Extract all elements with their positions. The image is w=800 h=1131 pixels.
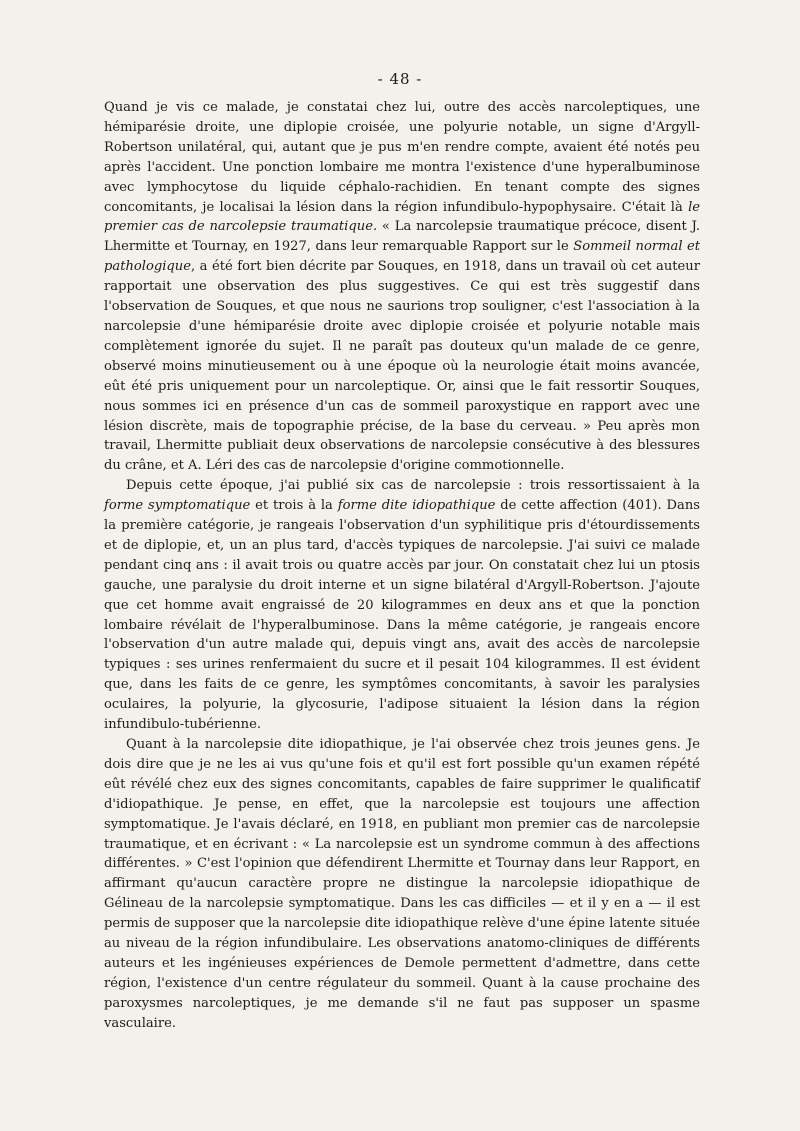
text-segment: de cette affection (401). Dans la première catégorie, je rangeais l'observation d'un syphilitique pris d'étourdissements et de diplopie, et, un an plus tard, d'accès typiques de narcolepsie. J'ai suivi ce malade pendant cinq ans : il avait trois ou quatre accès par jour. On constatait chez lui un ptosis gauche, une paralysie du droit interne et un signe bilatéral d'Argyll-Robertson. J'ajoute que cet homme avait engraissé de 20 kilogrammes en deux ans et que la ponction lombaire révélait de l'hyperalbuminose. Dans la même catégorie, je rangeais encore l'observation d'un autre malade qui, depuis vingt ans, avait des accès de narcolepsie typiques : ses urines renfermaient du sucre et il pesait 104 kilogrammes. Il est évident que, dans les faits de ce genre, les symptômes concomitants, à savoir les paralysies oculaires, la polyurie, la glycosurie, l'adipose situaient la lésion dans la région infundibulo-tubérienne. (104, 498, 700, 733)
text-segment: Quant à la narcolepsie dite idiopathique, je l'ai observée chez trois jeunes gens. Je dois dire que je ne les ai vus qu'une fois et qu'il est fort possible qu'un examen répété eût révélé chez eux des signes concomitants, capables de faire supprimer le qualificatif d'idiopathique. Je pense, en effet, que la narcolepsie est toujours une affection symptomatique. Je l'avais déclaré, en 1918, en publiant mon premier cas de narcolepsie traumatique, et en écrivant : « La narcolepsie est un syndrome commun à des affections différentes. » C'est l'opinion que défendirent Lhermitte et Tournay dans leur Rapport, en affirmant qu'aucun caractère propre ne distingue la narcolepsie idiopathique de Gélineau de la narcolepsie symptomatique. Dans les cas difficiles — et il y en a — il est permis de supposer que la narcolepsie dite idiopathique relève d'une épine latente située au niveau de la région infundibulaire. Les observations anatomo-cliniques de différents auteurs et les ingénieuses expériences de Demole permettent d'admettre, dans cette région, l'existence d'un centre régulateur du sommeil. Quant à la cause prochaine des paroxysmes narcoleptiques, je me demande s'il ne faut pas supposer un spasme vasculaire. (104, 737, 700, 1031)
text-segment: , a été fort bien décrite par Souques, en 1918, dans un travail où cet auteur rapportait une observation des plus suggestives. Ce qui est très suggestif dans l'observation de Souques, et que nous ne saurions trop souligner, c'est l'association à la narcolepsie d'une hémiparésie droite avec diplopie croisée et polyurie notable mais complètement ignorée du sujet. Il ne paraît pas douteux qu'un malade de ce genre, observé moins minutieusement ou à une époque où la neurologie était moins avancée, eût été pris uniquement pour un narcoleptique. Or, ainsi que le fait ressortir Souques, nous sommes ici en présence d'un cas de sommeil paroxystique en rapport avec une lésion discrète, mais de topographie précise, de la base du cerveau. » Peu après mon travail, Lhermitte publiait deux observations de narcolepsie consécutive à des blessures du crâne, et A. Léri des cas de narcolepsie d'origine commotionnelle. (104, 259, 700, 474)
italic-segment: Sommeil normal et pathologique (104, 239, 701, 275)
paragraph-2 (104, 476, 700, 735)
paragraph-1 (104, 98, 700, 476)
body-text (104, 98, 700, 1034)
text-segment: Quand je vis ce malade, je constatai chez lui, outre des accès narcoleptiques, une hémiparésie droite, une diplopie croisée, une polyurie notable, un signe d'Argyll-Robertson unilatéral, qui, autant que je pus m'en rendre compte, avaient été notés peu après l'accident. Une ponction lombaire me montra l'existence d'une hyperalbuminose avec lymphocytose du liquide céphalo-rachidien. En tenant compte des signes concomitants, je localisai la lésion dans la région infundibulo-hypophysaire. C'était là (104, 100, 700, 215)
text-segment: Depuis cette époque, j'ai publié six cas de narcolepsie : trois ressortissaient à la (126, 478, 700, 494)
text-segment: « La narcolepsie traumatique précoce, disent J. Lhermitte et Tournay, en 1927, dans leur remarquable Rapport sur le (104, 219, 700, 255)
text-segment: et trois à la (250, 498, 338, 514)
paragraph-3 (104, 735, 700, 1034)
page-number: - 48 - (377, 70, 423, 88)
italic-segment: forme symptomatique (104, 498, 251, 514)
italic-segment: forme dite idiopathique (337, 498, 496, 514)
italic-segment: le premier cas de narcolepsie traumatique. (104, 199, 700, 235)
